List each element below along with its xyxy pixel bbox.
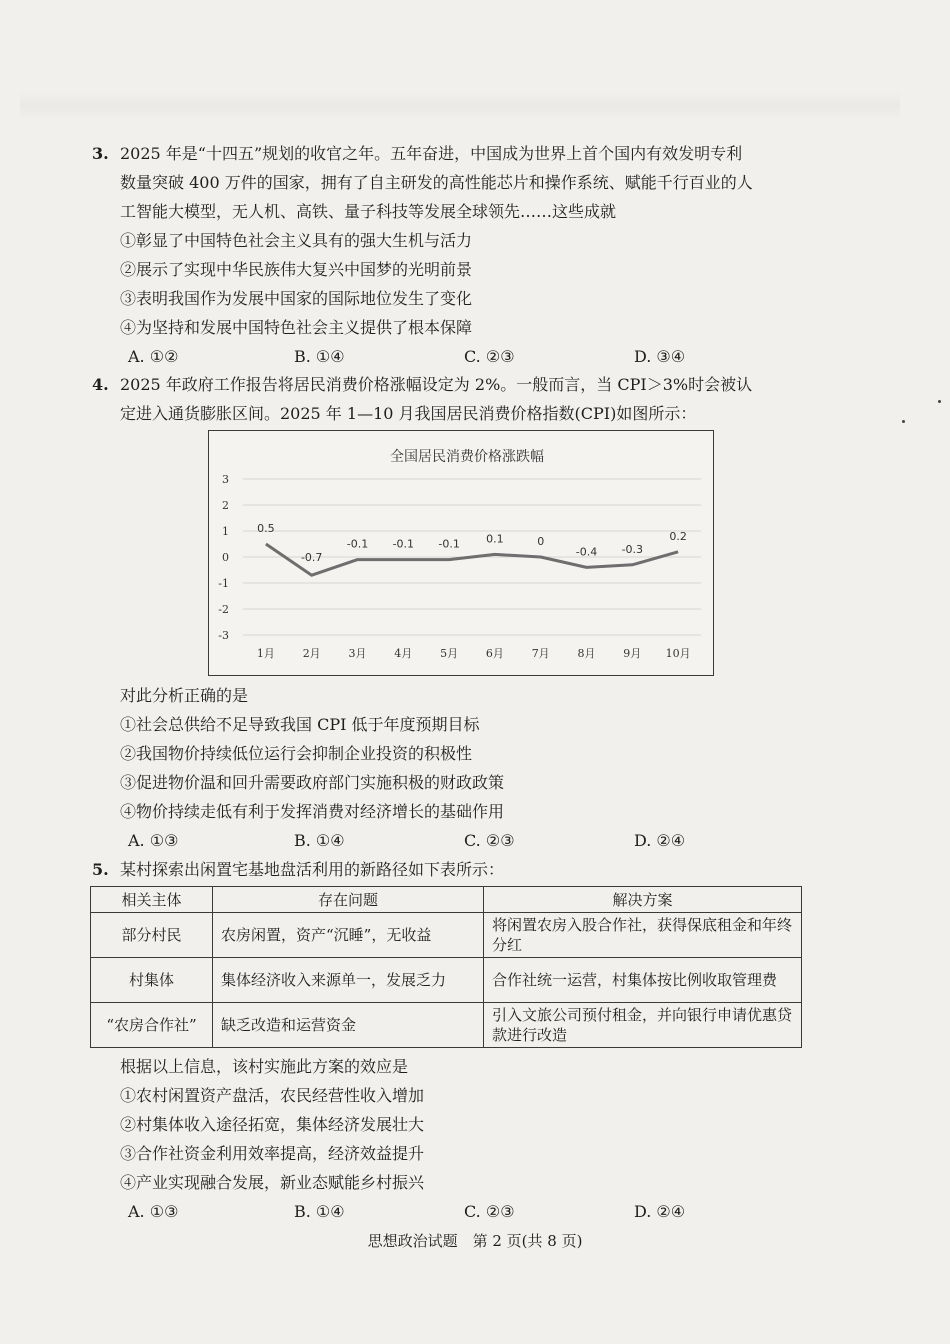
page-footer: 思想政治试题 第 2 页(共 8 页) [367, 1232, 583, 1250]
data-label: -0.3 [621, 542, 644, 556]
data-label: 0.5 [257, 522, 275, 535]
answer-choices [92, 342, 812, 371]
question-number: 4. [92, 375, 109, 394]
x-tick-label: 4月 [394, 647, 413, 660]
x-tick-label: 2月 [302, 647, 321, 660]
question-text-line: 2025 年是“十四五”规划的收官之年。五年奋进，中国成为世界上首个国内有效发明专利 [120, 144, 743, 163]
table-header: 存在问题 [213, 887, 484, 913]
scan-speck [938, 400, 941, 403]
question-number: 5. [92, 860, 109, 879]
data-label: -0.1 [392, 537, 415, 551]
table-header-row [91, 887, 802, 913]
scan-shadow [20, 92, 900, 120]
choice-b[interactable]: B. ①④ [294, 1202, 345, 1221]
x-tick-label: 8月 [577, 647, 596, 660]
data-label: -0.7 [300, 551, 323, 565]
table-cell: 引入文旅公司预付租金，并向银行申请优惠贷款进行改造 [484, 1003, 802, 1048]
choice-c[interactable]: C. ②③ [464, 347, 515, 366]
data-label: 0 [537, 535, 545, 548]
question-text-line: 定进入通货膨胀区间。2025 年 1—10 月我国居民消费价格指数(CPI)如图所示： [120, 404, 697, 423]
y-tick-label: 2 [222, 499, 229, 512]
question-text-line: 某村探索出闲置宅基地盘活利用的新路径如下表所示： [120, 860, 505, 879]
choice-d[interactable]: D. ②④ [634, 831, 686, 850]
cpi-series-line [266, 544, 678, 575]
choice-b[interactable]: B. ①④ [294, 347, 345, 366]
x-tick-label: 6月 [485, 647, 504, 660]
option-statement: ③促进物价温和回升需要政府部门实施积极的财政政策 [120, 773, 505, 792]
choice-a[interactable]: A. ①③ [128, 1202, 179, 1221]
table-cell: 集体经济收入来源单一，发展乏力 [213, 958, 484, 1003]
option-statement: ②展示了实现中华民族伟大复兴中国梦的光明前景 [120, 260, 473, 279]
question-4-continued [92, 681, 812, 855]
table-row [91, 958, 802, 1003]
x-tick-label: 1月 [256, 647, 275, 660]
question-text-line: 工智能大模型，无人机、高铁、量子科技等发展全球领先……这些成就 [120, 202, 617, 221]
choice-d[interactable]: D. ③④ [634, 347, 686, 366]
answer-choices [92, 1197, 812, 1226]
option-statement: ①社会总供给不足导致我国 CPI 低于年度预期目标 [120, 715, 480, 734]
question-number: 3. [92, 144, 109, 163]
option-statement: ②我国物价持续低位运行会抑制企业投资的积极性 [120, 744, 473, 763]
table-cell: 合作社统一运营，村集体按比例收取管理费 [484, 958, 802, 1003]
table-row [91, 913, 802, 958]
y-tick-label: -3 [218, 629, 229, 642]
option-statement: ④产业实现融合发展，新业态赋能乡村振兴 [120, 1173, 425, 1192]
table-cell: 部分村民 [91, 913, 213, 958]
table-cell: 村集体 [91, 958, 213, 1003]
choice-c[interactable]: C. ②③ [464, 831, 515, 850]
choice-a[interactable]: A. ①② [128, 347, 179, 366]
option-statement: ①农村闲置资产盘活，农民经营性收入增加 [120, 1086, 425, 1105]
data-label: 0.2 [669, 529, 687, 543]
table-cell: 缺乏改造和运营资金 [213, 1003, 484, 1048]
option-statement: ④为坚持和发展中国特色社会主义提供了根本保障 [120, 318, 473, 337]
village-table [90, 886, 802, 1048]
y-tick-label: 0 [222, 551, 229, 564]
x-tick-label: 5月 [440, 647, 459, 660]
answer-choices [92, 826, 812, 855]
data-label: -0.1 [346, 537, 369, 551]
table-cell: 将闲置农房入股合作社，获得保底租金和年终分红 [484, 913, 802, 958]
question-5-continued [92, 1052, 812, 1226]
table-header: 解决方案 [484, 887, 802, 913]
data-label: -0.1 [438, 537, 460, 551]
choice-b[interactable]: B. ①④ [294, 831, 345, 850]
question-prompt: 对此分析正确的是 [120, 686, 249, 705]
choice-d[interactable]: D. ②④ [634, 1202, 686, 1221]
question-5 [92, 855, 812, 884]
y-tick-label: 1 [222, 525, 229, 538]
question-text-line: 2025 年政府工作报告将居民消费价格涨幅设定为 2%。一般而言，当 CPI＞3%时会被认 [120, 375, 753, 394]
choice-c[interactable]: C. ②③ [464, 1202, 515, 1221]
y-tick-label: 3 [222, 473, 229, 486]
question-prompt: 根据以上信息，该村实施此方案的效应是 [120, 1057, 409, 1076]
y-tick-label: -1 [218, 577, 229, 590]
data-label: 0.1 [486, 532, 504, 546]
option-statement: ③表明我国作为发展中国家的国际地位发生了变化 [120, 289, 473, 308]
cpi-line-chart [208, 430, 714, 676]
question-4 [92, 370, 812, 428]
data-label: -0.4 [575, 545, 598, 559]
x-tick-label: 7月 [531, 647, 550, 660]
table-header: 相关主体 [91, 887, 213, 913]
option-statement: ②村集体收入途径拓宽，集体经济发展壮大 [120, 1115, 425, 1134]
option-statement: ③合作社资金利用效率提高，经济效益提升 [120, 1144, 425, 1163]
option-statement: ①彰显了中国特色社会主义具有的强大生机与活力 [120, 231, 473, 250]
table-cell: 农房闲置，资产“沉睡”，无收益 [213, 913, 484, 958]
table-cell: “农房合作社” [91, 1003, 213, 1048]
y-tick-label: -2 [218, 603, 229, 616]
scan-speck [902, 420, 905, 423]
question-3 [92, 139, 812, 371]
chart-title: 全国居民消费价格涨跌幅 [390, 449, 544, 465]
question-text-line: 数量突破 400 万件的国家，拥有了自主研发的高性能芯片和操作系统、赋能千行百业的人 [120, 173, 753, 192]
option-statement: ④物价持续走低有利于发挥消费对经济增长的基础作用 [120, 802, 505, 821]
chart-svg [209, 431, 713, 675]
table-row [91, 1003, 802, 1048]
x-tick-label: 9月 [623, 647, 642, 660]
x-tick-label: 3月 [348, 647, 367, 660]
choice-a[interactable]: A. ①③ [128, 831, 179, 850]
x-tick-label: 10月 [665, 647, 691, 660]
